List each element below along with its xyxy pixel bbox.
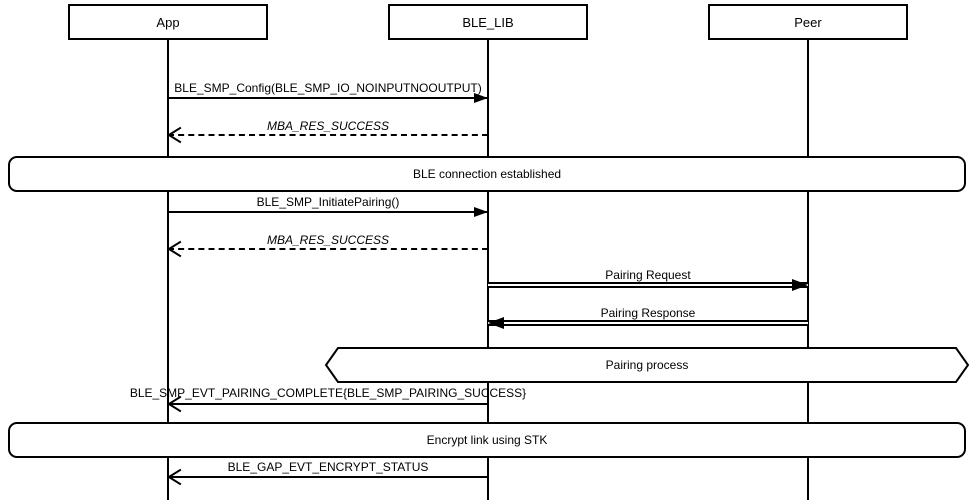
actor-peer-label: Peer [794,14,822,30]
message-label-pairing-complete: BLE_SMP_EVT_PAIRING_COMPLETE{BLE_SMP_PAIRING_SUCCESS} [129,386,527,400]
actor-app [68,4,268,40]
arrowhead-filled-right-icon [792,279,808,291]
message-line-pairing-response [488,320,808,326]
band-pairing-process [324,346,970,384]
band-ble-connection-established [8,156,966,192]
message-label-encrypt-status: BLE_GAP_EVT_ENCRYPT_STATUS [227,460,429,474]
arrowhead-filled-right-icon [474,207,488,217]
actor-app-label: App [156,14,180,30]
actor-ble-lib [388,4,588,40]
message-line-initiate-pairing [168,211,488,213]
message-line-pairing-complete [168,403,488,405]
message-label-pairing-response: Pairing Response [581,306,716,323]
arrowhead-filled-left-icon [488,317,504,329]
message-label-mba-res-success-1: MBA_RES_SUCCESS [266,119,390,133]
arrowhead-open-left-icon [168,241,184,257]
message-label-ble-smp-config: BLE_SMP_Config(BLE_SMP_IO_NOINPUTNOOUTPUT) [174,81,482,95]
message-label-initiate-pairing: BLE_SMP_InitiatePairing() [256,195,400,209]
band-ble-connection-established-label: BLE connection established [412,167,562,181]
actor-peer [708,4,908,40]
band-pairing-process-label: Pairing process [605,358,689,372]
message-line-ble-smp-config [168,97,488,99]
actor-ble-lib-label: BLE_LIB [462,14,514,30]
message-line-pairing-request [488,282,808,288]
message-label-pairing-request: Pairing Request [585,268,710,285]
arrowhead-filled-right-icon [474,93,488,103]
arrowhead-open-left-icon [168,396,184,412]
message-label-mba-res-success-2: MBA_RES_SUCCESS [266,233,390,247]
arrowhead-open-left-icon [168,127,184,143]
message-line-encrypt-status [168,476,488,478]
message-line-mba-res-success-2 [168,248,488,250]
band-encrypt-link-label: Encrypt link using STK [426,433,548,447]
arrowhead-open-left-icon [168,469,184,485]
message-line-mba-res-success-1 [168,134,488,136]
band-encrypt-link [8,422,966,458]
